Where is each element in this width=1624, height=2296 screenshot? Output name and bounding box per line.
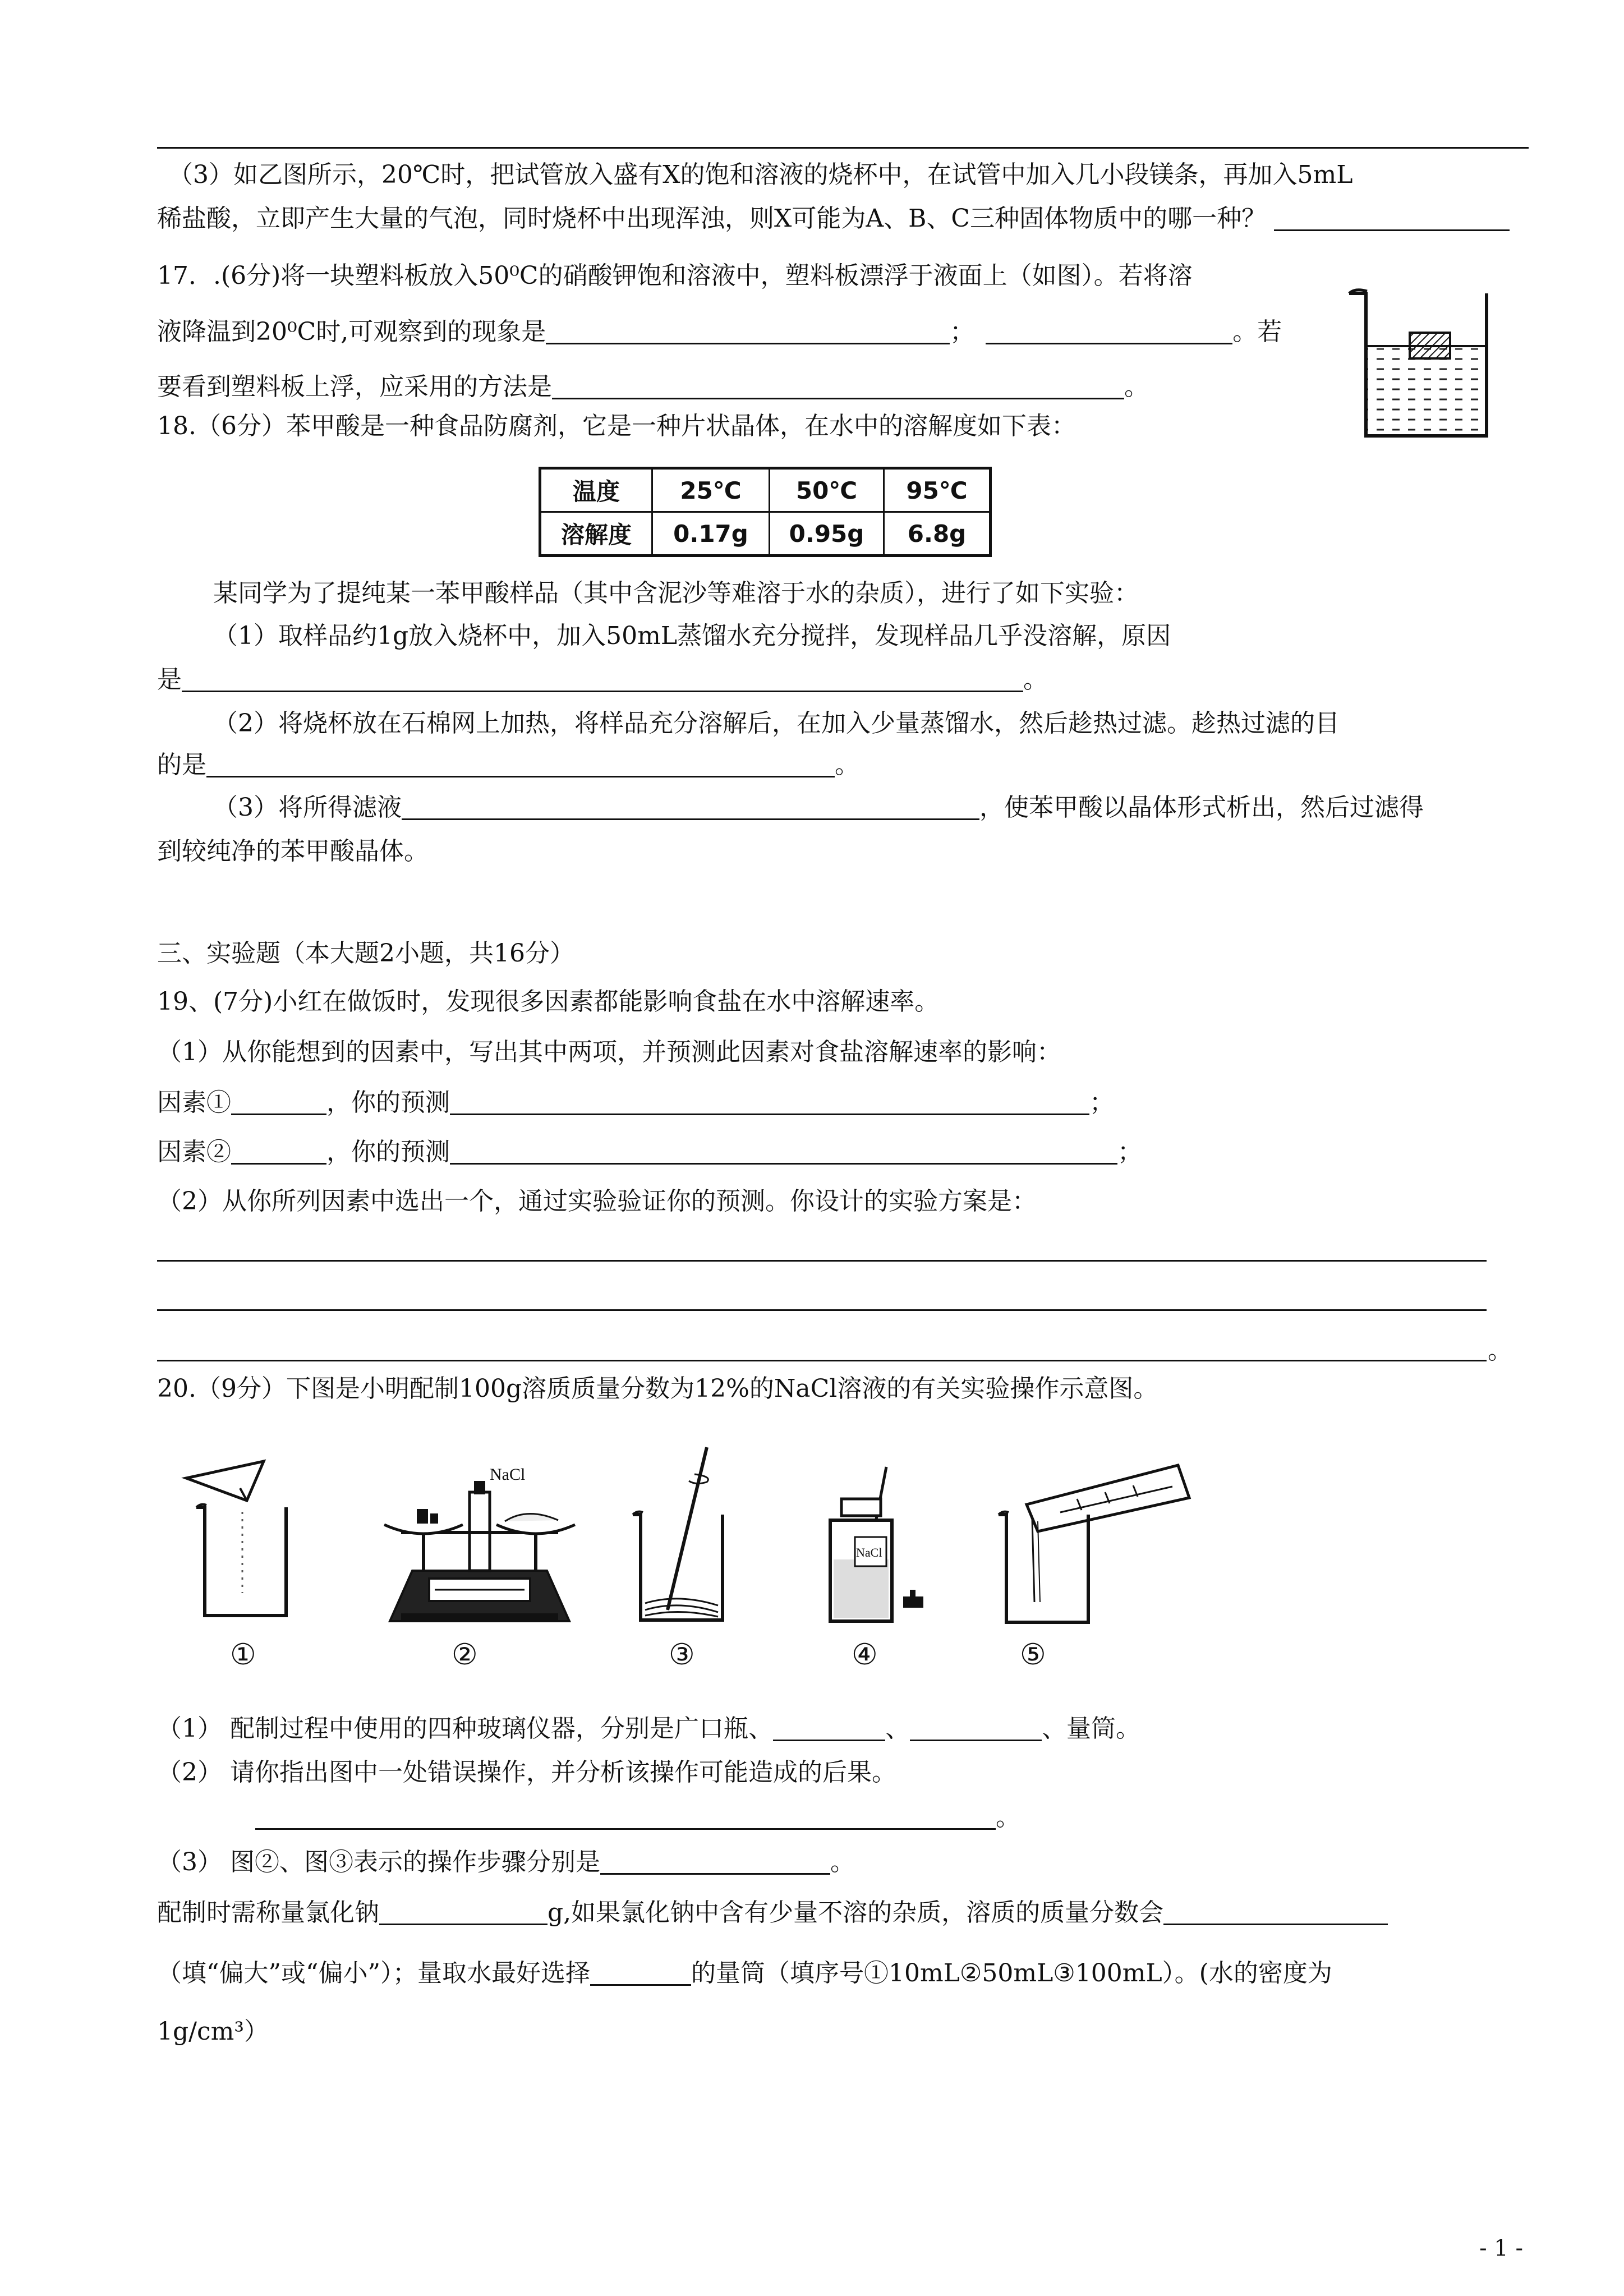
figure-4-reagent-bottle xyxy=(819,1464,931,1627)
q18-p2-line2 xyxy=(157,748,859,782)
answer-line[interactable] xyxy=(157,1360,1487,1361)
answer-line[interactable] xyxy=(157,1309,1487,1311)
figure-5-pour-water xyxy=(993,1458,1200,1627)
q18-p1-line1: （1）取样品约1g放入烧杯中，加入50mL蒸馏水充分搅拌，发现样品几乎没溶解，原因 xyxy=(213,622,1171,650)
q20-p3-text-b: 。 xyxy=(830,1848,855,1876)
table-cell: 25℃ xyxy=(652,468,770,512)
table-cell: 6.8g xyxy=(884,512,991,556)
figure-label-4: ④ xyxy=(852,1638,878,1672)
q18-p2-line2-text-b: 。 xyxy=(835,751,859,779)
q17-line2-text-a: 液降温到20⁰C时,可观察到的现象是 xyxy=(157,318,546,346)
q19-end-mark: 。 xyxy=(1488,1336,1512,1365)
table-cell: 50℃ xyxy=(770,468,884,512)
page-number: - 1 - xyxy=(1479,2235,1523,2261)
section-3-title: 三、实验题（本大题2小题，共16分） xyxy=(157,939,574,968)
answer-blank[interactable] xyxy=(590,1958,691,1986)
answer-blank[interactable] xyxy=(255,1802,996,1830)
answer-blank[interactable] xyxy=(450,1088,1089,1115)
nacl-bottle-label: NaCl xyxy=(856,1545,882,1559)
answer-blank[interactable] xyxy=(450,1137,1117,1165)
table-header-temperature: 温度 xyxy=(540,468,652,512)
q20-p4-text-b: g,如果氯化钠中含有少量不溶的杂质，溶质的质量分数会 xyxy=(548,1898,1164,1927)
figure-1-pour-solid xyxy=(180,1456,292,1624)
q20-line1: 20.（9分）下图是小明配制100g溶质质量分数为12%的NaCl溶液的有关实验操作示意图。 xyxy=(157,1374,1158,1403)
q20-p1 xyxy=(157,1712,1140,1746)
table-cell: 0.95g xyxy=(770,512,884,556)
answer-blank[interactable] xyxy=(600,1847,830,1875)
answer-blank[interactable] xyxy=(231,1088,326,1115)
solubility-table xyxy=(539,467,992,557)
figure-label-1: ① xyxy=(230,1638,256,1672)
figure-label-5: ⑤ xyxy=(1020,1638,1046,1672)
q20-p5-text-a: （填“偏大”或“偏小”）；量取水最好选择 xyxy=(157,1959,590,1987)
q20-p2: （2） 请你指出图中一处错误操作，并分析该操作可能造成的后果。 xyxy=(157,1758,896,1787)
q18-p3-line1 xyxy=(213,791,1424,825)
q20-p3-text-a: （3） 图②、图③表示的操作步骤分别是 xyxy=(157,1848,600,1876)
answer-blank[interactable] xyxy=(552,372,1124,399)
q19-line2: （1）从你能想到的因素中，写出其中两项，并预测此因素对食盐溶解速率的影响： xyxy=(157,1038,1061,1066)
figure-label-3: ③ xyxy=(669,1638,695,1672)
q19-line1: 19、(7分)小红在做饭时，发现很多因素都能影响食盐在水中溶解速率。 xyxy=(157,987,940,1016)
q19-factor1 xyxy=(157,1086,1114,1120)
beaker-floating-board-figure xyxy=(1344,283,1506,443)
q19-factor1-text-b: ，你的预测 xyxy=(326,1088,450,1117)
q18-p3-line1-text-b: ，使苯甲酸以晶体形式析出，然后过滤得 xyxy=(979,793,1424,822)
answer-blank[interactable] xyxy=(231,1137,326,1165)
header-rule xyxy=(157,147,1529,149)
q17-line2-text-b: ； xyxy=(950,318,975,346)
q19-factor2-text-a: 因素② xyxy=(157,1138,231,1166)
q18-intro: 某同学为了提纯某一苯甲酸样品（其中含泥沙等难溶于水的杂质），进行了如下实验： xyxy=(213,579,1139,608)
q17-line3-text-b: 。 xyxy=(1124,372,1149,401)
q16-3-line2-text: 稀盐酸，立即产生大量的气泡，同时烧杯中出现浑浊，则X可能为A、B、C三种固体物质中的哪一种？ xyxy=(157,204,1267,233)
q19-factor2-text-b: ，你的预测 xyxy=(326,1138,450,1166)
figure-3-stirring xyxy=(623,1442,735,1627)
q16-3-line1: （3）如乙图所示，20℃时，把试管放入盛有X的饱和溶液的烧杯中，在试管中加入几小段镁条，再加入5mL xyxy=(168,160,1353,189)
q18-p1-line2-text-b: 。 xyxy=(1023,665,1048,694)
q19-line5: （2）从你所列因素中选出一个，通过实验验证你的预测。你设计的实验方案是： xyxy=(157,1187,1037,1216)
q20-p5 xyxy=(157,1957,1332,1990)
q20-p5-text-b: 的量筒（填序号①10mL②50mL③100mL）。(水的密度为 xyxy=(691,1959,1332,1987)
answer-blank[interactable] xyxy=(182,665,1023,692)
q20-p3 xyxy=(157,1846,855,1879)
q17-line2-text-c: 。若 xyxy=(1232,318,1282,346)
q19-factor2 xyxy=(157,1135,1142,1169)
q20-p2-answer xyxy=(255,1801,1020,1834)
q18-p2-line1: （2）将烧杯放在石棉网上加热，将样品充分溶解后，在加入少量蒸馏水，然后趁热过滤。趁热过滤的目 xyxy=(213,709,1340,738)
answer-blank[interactable] xyxy=(910,1714,1042,1741)
answer-blank[interactable] xyxy=(546,317,950,344)
q18-p1-line2-text-a: 是 xyxy=(157,665,182,694)
answer-blank[interactable] xyxy=(1274,204,1510,231)
answer-line[interactable] xyxy=(157,1260,1487,1262)
q17-line2 xyxy=(157,315,1282,349)
table-cell: 95℃ xyxy=(884,468,991,512)
q19-factor1-text-a: 因素① xyxy=(157,1088,231,1117)
q20-p1-text-c: 、量筒。 xyxy=(1041,1714,1140,1743)
answer-blank[interactable] xyxy=(379,1898,548,1925)
q18-p1-line2 xyxy=(157,663,1048,697)
answer-blank[interactable] xyxy=(402,793,979,820)
q18-p3-line1-text-a: （3）将所得滤液 xyxy=(213,793,402,822)
q17-line3 xyxy=(157,370,1149,404)
q16-3-line2 xyxy=(157,202,1510,236)
nacl-label: NaCl xyxy=(490,1465,526,1484)
q19-factor2-text-c: ； xyxy=(1117,1138,1142,1166)
figure-label-2: ② xyxy=(452,1638,478,1672)
q17-line3-text-a: 要看到塑料板上浮，应采用的方法是 xyxy=(157,372,552,401)
q19-factor1-text-c: ； xyxy=(1089,1088,1114,1117)
q20-p1-text-b: 、 xyxy=(885,1714,910,1743)
answer-blank[interactable] xyxy=(986,317,1232,344)
q20-p1-text-a: （1） 配制过程中使用的四种玻璃仪器，分别是广口瓶、 xyxy=(157,1714,773,1743)
q18-line1: 18.（6分）苯甲酸是一种食品防腐剂，它是一种片状晶体，在水中的溶解度如下表： xyxy=(157,412,1076,440)
answer-blank[interactable] xyxy=(1163,1898,1388,1925)
q18-p2-line2-text-a: 的是 xyxy=(157,751,206,779)
answer-blank[interactable] xyxy=(206,750,835,777)
table-cell: 0.17g xyxy=(652,512,770,556)
answer-blank[interactable] xyxy=(773,1714,885,1741)
q20-p4-text-a: 配制时需称量氯化钠 xyxy=(157,1898,379,1927)
q20-p2-end: 。 xyxy=(996,1803,1020,1832)
q17-line1: 17．.(6分)将一块塑料板放入50⁰C的硝酸钾饱和溶液中，塑料板漂浮于液面上（如图）。若将溶 xyxy=(157,261,1193,290)
table-header-solubility: 溶解度 xyxy=(540,512,652,556)
q20-p4 xyxy=(157,1896,1388,1930)
figure-2-balance xyxy=(379,1458,581,1627)
q20-p6: 1g/cm³） xyxy=(157,2017,269,2046)
q18-p3-line2: 到较纯净的苯甲酸晶体。 xyxy=(157,837,429,866)
